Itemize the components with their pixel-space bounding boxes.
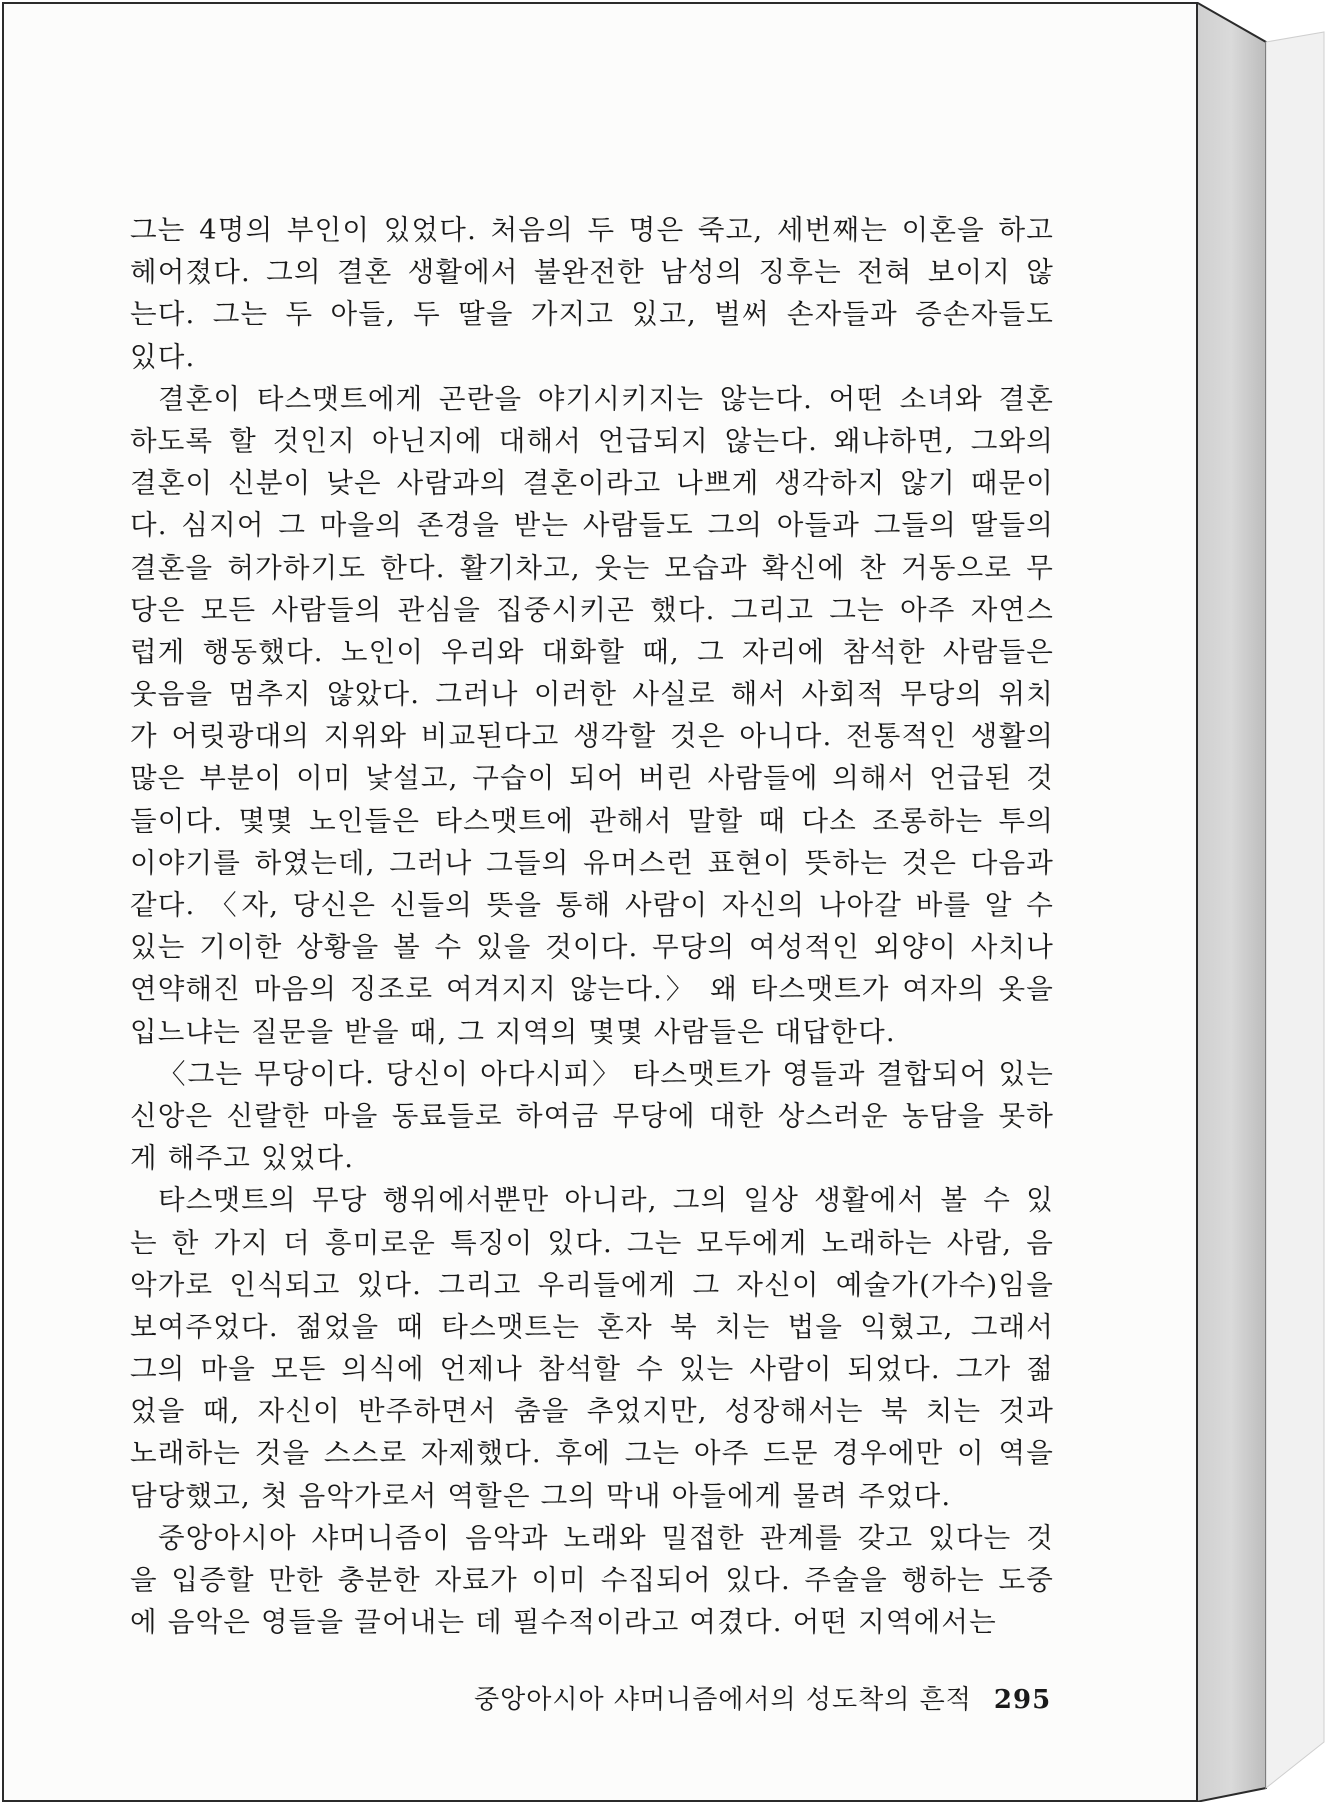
text-line: 중앙아시아 샤머니즘이 음악과 노래와 밀접한 관계를 갖고 있다는 것 <box>158 1521 1054 1554</box>
text-line: 있다. <box>130 340 196 373</box>
text-line: 웃음을 멈추지 않았다. 그러나 이러한 사실로 해서 사회적 무당의 위치 <box>130 678 1054 711</box>
text-line: 럽게 행동했다. 노인이 우리와 대화할 때, 그 자리에 참석한 사람들은 <box>130 635 1054 668</box>
text-line: 그의 마을 모든 의식에 언제나 참석할 수 있는 사람이 되었다. 그가 젊 <box>130 1353 1054 1386</box>
text-line: 결혼이 타스맷트에게 곤란을 야기시키지는 않는다. 어떤 소녀와 결혼 <box>158 382 1054 415</box>
book-page-stack <box>2 2 1328 1804</box>
text-line: 같다. 〈자, 당신은 신들의 뜻을 통해 사람이 자신의 나아갈 바를 알 수 <box>130 889 1054 921</box>
text-line: 는 한 가지 더 흥미로운 특징이 있다. 그는 모두에게 노래하는 사람, 음 <box>130 1226 1054 1259</box>
text-line: 담당했고, 첫 음악가로서 역할은 그의 막내 아들에게 물려 주었다. <box>130 1479 952 1512</box>
text-line: 많은 부분이 이미 낯설고, 구습이 되어 버린 사람들에 의해서 언급된 것 <box>130 762 1054 795</box>
text-line: 는다. 그는 두 아들, 두 딸을 가지고 있고, 벌써 손자들과 증손자들도 <box>130 298 1054 331</box>
running-title: 중앙아시아 샤머니즘에서의 성도착의 흔적 <box>474 1685 972 1715</box>
text-line: 〈그는 무당이다. 당신이 아다시피〉 타스맷트가 영들과 결합되어 있는 <box>158 1057 1054 1090</box>
text-line: 당은 모든 사람들의 관심을 집중시키곤 했다. 그리고 그는 아주 자연스 <box>130 593 1054 626</box>
body-text <box>130 209 1054 1643</box>
text-line: 입느냐는 질문을 받을 때, 그 지역의 몇몇 사람들은 대답한다. <box>130 1015 896 1048</box>
text-line: 결혼을 허가하기도 한다. 활기차고, 웃는 모습과 확신에 찬 거동으로 무 <box>130 551 1054 584</box>
page-number: 295 <box>993 1685 1052 1715</box>
text-line: 었을 때, 자신이 반주하면서 춤을 추었지만, 성장해서는 북 치는 것과 <box>130 1395 1054 1428</box>
text-line: 보여주었다. 젊었을 때 타스맷트는 혼자 북 치는 법을 익혔고, 그래서 <box>130 1310 1054 1343</box>
page-footer <box>474 1679 1051 1716</box>
text-line: 들이다. 몇몇 노인들은 타스맷트에 관해서 말할 때 다소 조롱하는 투의 <box>130 804 1054 837</box>
text-line: 그는 4명의 부인이 있었다. 처음의 두 명은 죽고, 세번째는 이혼을 하고 <box>130 214 1054 246</box>
text-line: 헤어졌다. 그의 결혼 생활에서 불완전한 남성의 징후는 전혀 보이지 않 <box>130 256 1054 289</box>
text-line: 악가로 인식되고 있다. 그리고 우리들에게 그 자신이 예술가(가수)임을 <box>130 1268 1054 1301</box>
text-line: 연약해진 마음의 징조로 여겨지지 않는다.〉 왜 타스맷트가 여자의 옷을 <box>130 973 1054 1006</box>
text-line: 다. 심지어 그 마을의 존경을 받는 사람들도 그의 아들과 그들의 딸들의 <box>130 509 1054 542</box>
text-line: 하도록 할 것인지 아닌지에 대해서 언급되지 않는다. 왜냐하면, 그와의 <box>130 424 1054 457</box>
text-line: 타스맷트의 무당 행위에서뿐만 아니라, 그의 일상 생활에서 볼 수 있 <box>158 1184 1054 1217</box>
text-line: 결혼이 신분이 낮은 사람과의 결혼이라고 나쁘게 생각하지 않기 때문이 <box>130 467 1054 500</box>
text-line: 노래하는 것을 스스로 자제했다. 후에 그는 아주 드문 경우에만 이 역을 <box>130 1437 1054 1470</box>
text-line: 있는 기이한 상황을 볼 수 있을 것이다. 무당의 여성적인 외양이 사치나 <box>130 931 1054 964</box>
page-edge-thickness <box>1196 2 1328 1802</box>
book-page <box>2 2 1198 1802</box>
text-line: 게 해주고 있었다. <box>130 1142 355 1175</box>
text-line: 에 음악은 영들을 끌어내는 데 필수적이라고 여겼다. 어떤 지역에서는 <box>130 1606 997 1639</box>
text-line: 가 어릿광대의 지위와 비교된다고 생각할 것은 아니다. 전통적인 생활의 <box>130 720 1054 753</box>
text-line: 이야기를 하였는데, 그러나 그들의 유머스런 표현이 뜻하는 것은 다음과 <box>130 846 1054 879</box>
text-line: 을 입증할 만한 충분한 자료가 이미 수집되어 있다. 주술을 행하는 도중 <box>130 1564 1054 1596</box>
text-line: 신앙은 신랄한 마을 동료들로 하여금 무당에 대한 상스러운 농담을 못하 <box>130 1099 1054 1132</box>
